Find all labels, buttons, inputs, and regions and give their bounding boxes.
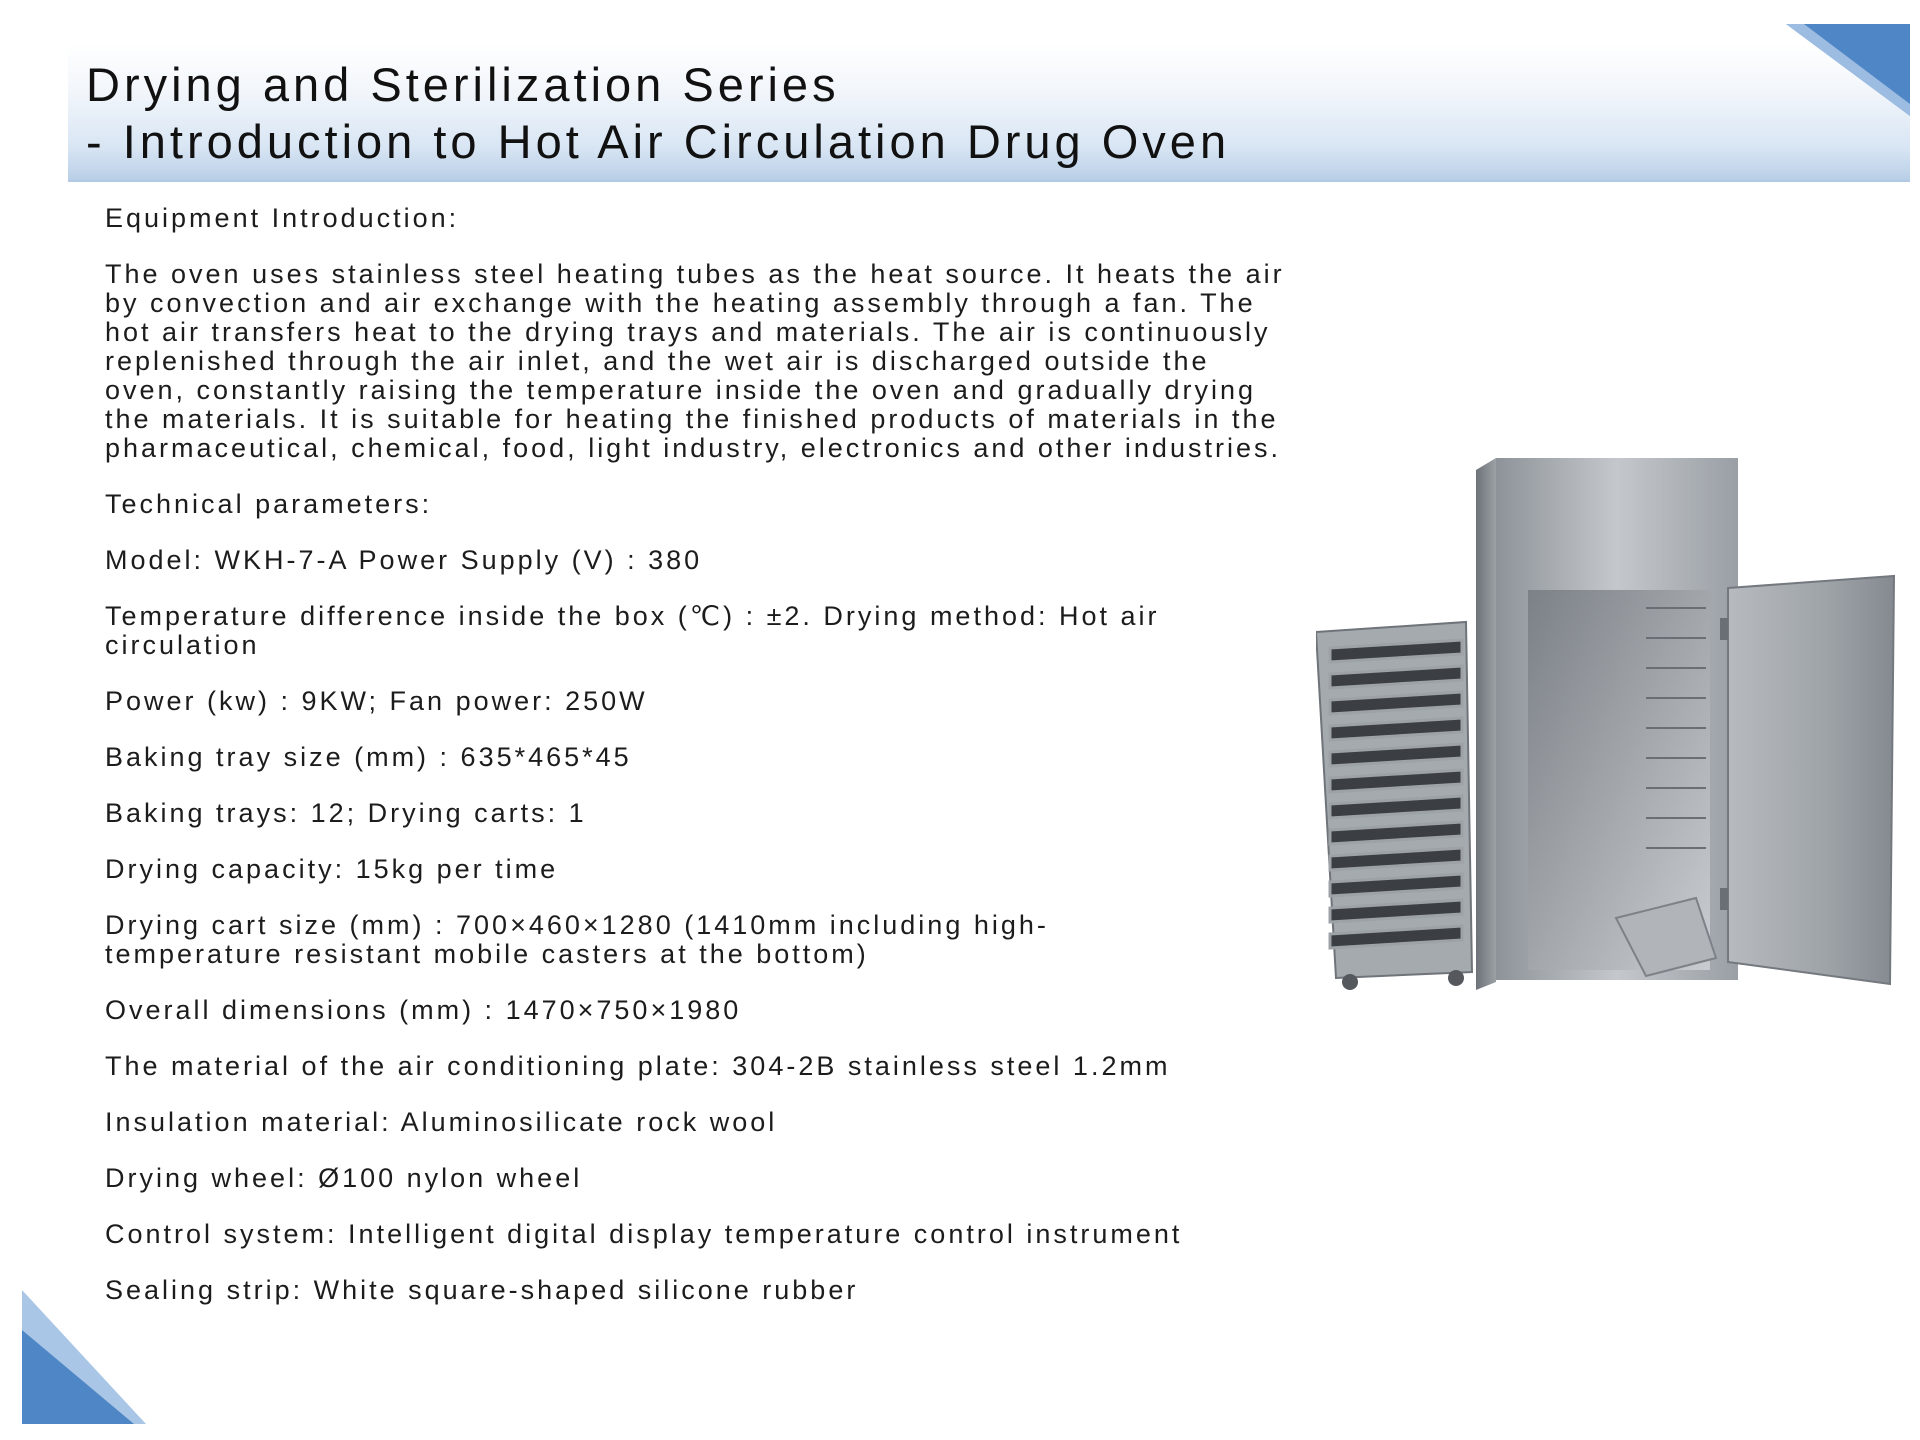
technical-heading: Technical parameters:: [105, 489, 433, 519]
param-overall-dimensions: Overall dimensions (mm) : 1470×750×1980: [105, 995, 742, 1025]
corner-decoration-top-right: [1786, 24, 1910, 116]
title-banner: [68, 44, 1910, 182]
document-body: [105, 204, 1305, 1332]
param-insulation: Insulation material: Aluminosilicate rock wool: [105, 1107, 778, 1137]
param-control-system: Control system: Intelligent digital display temperature control instrument: [105, 1219, 1183, 1249]
param-wheel: Drying wheel: Ø100 nylon wheel: [105, 1163, 583, 1193]
page-title-line-2: - Introduction to Hot Air Circulation Drug Oven: [86, 115, 1231, 168]
param-plate-material: The material of the air conditioning plate: 304-2B stainless steel 1.2mm: [105, 1051, 1171, 1081]
param-model: Model: WKH-7-A Power Supply (V) : 380: [105, 545, 703, 575]
param-sealing-strip: Sealing strip: White square-shaped silicone rubber: [105, 1275, 859, 1305]
page-title-line-1: Drying and Sterilization Series: [86, 58, 840, 111]
param-capacity: Drying capacity: 15kg per time: [105, 854, 559, 884]
param-power: Power (kw) : 9KW; Fan power: 250W: [105, 686, 648, 716]
equipment-heading: Equipment Introduction:: [105, 203, 460, 233]
param-tray-size: Baking tray size (mm) : 635*465*45: [105, 742, 632, 772]
equipment-description: The oven uses stainless steel heating tubes as the heat source. It heats the air by convection and air exchange with the heating assembly through a fan. The hot air transfers heat to the drying trays and materials. The air is continuously replenished through the air inlet, and the wet air is discharged outside the oven, constantly raising the temperature inside the oven and gradually drying the materials. It is suitable for heating the finished products of materials in the pharmaceutical, chemical, food, light industry, electronics and other industries.: [105, 259, 1285, 463]
param-cart-size: Drying cart size (mm) : 700×460×1280 (1410mm including high-temperature resistant mobile casters at the bottom): [105, 910, 1049, 969]
param-temperature: Temperature difference inside the box (℃) : ±2. Drying method: Hot air circulation: [105, 601, 1160, 660]
oven-product-image: [1316, 458, 1900, 992]
param-trays-carts: Baking trays: 12; Drying carts: 1: [105, 798, 587, 828]
